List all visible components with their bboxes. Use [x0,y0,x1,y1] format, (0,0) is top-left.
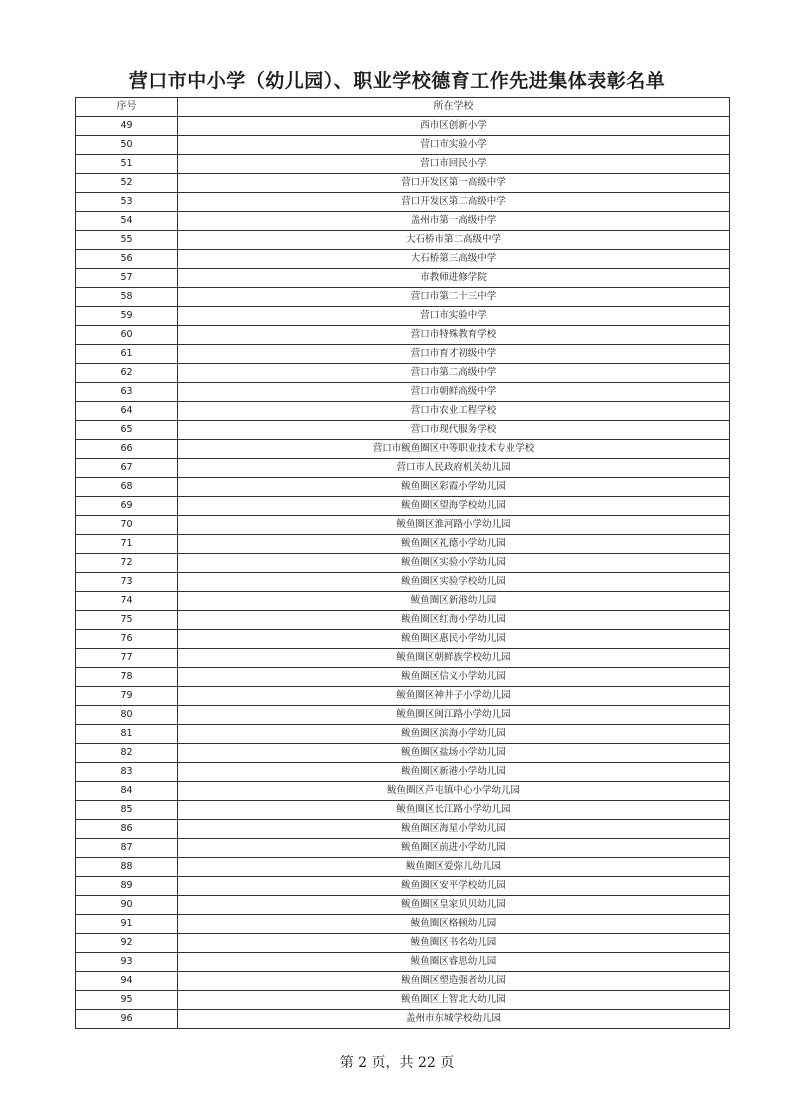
table-row [76,858,730,877]
school-name: 鲅鱼圈区实验学校幼儿园 [178,573,730,592]
table-row [76,497,730,516]
school-name: 盖州市第一高级中学 [178,212,730,231]
table-row [76,611,730,630]
school-name: 鲅鱼圈区爱弥儿幼儿园 [178,858,730,877]
table-row [76,117,730,136]
school-name: 鲅鱼圈区安平学校幼儿园 [178,877,730,896]
table-row [76,421,730,440]
school-name: 盖州市东城学校幼儿园 [178,1010,730,1029]
school-name: 鲅鱼圈区塑造强者幼儿园 [178,972,730,991]
school-name: 营口市鲅鱼圈区中等职业技术专业学校 [178,440,730,459]
row-number: 60 [76,326,178,345]
row-number: 58 [76,288,178,307]
table-row [76,345,730,364]
school-name: 鲅鱼圈区望海学校幼儿园 [178,497,730,516]
school-name: 鲅鱼圈区神井子小学幼儿园 [178,687,730,706]
row-number: 88 [76,858,178,877]
table-row [76,269,730,288]
row-number: 86 [76,820,178,839]
school-name: 鲅鱼圈区红海小学幼儿园 [178,611,730,630]
row-number: 89 [76,877,178,896]
school-name: 鲅鱼圈区盐场小学幼儿园 [178,744,730,763]
school-name: 鲅鱼圈区皇家贝贝幼儿园 [178,896,730,915]
table-row [76,991,730,1010]
column-header-number: 序号 [76,98,178,117]
page-title: 营口市中小学（幼儿园）、职业学校德育工作先进集体表彰名单 [128,70,666,92]
school-name: 营口市现代服务学校 [178,421,730,440]
row-number: 93 [76,953,178,972]
school-name: 鲅鱼圈区新港小学幼儿园 [178,763,730,782]
school-name: 鲅鱼圈区上智北大幼儿园 [178,991,730,1010]
school-name: 鲅鱼圈区彩霞小学幼儿园 [178,478,730,497]
school-name: 西市区创新小学 [178,117,730,136]
row-number: 72 [76,554,178,573]
row-number: 83 [76,763,178,782]
table-row [76,972,730,991]
table-header-row [76,98,730,117]
table-row [76,839,730,858]
row-number: 70 [76,516,178,535]
school-name: 鲅鱼圈区格顿幼儿园 [178,915,730,934]
page-footer: 第 2 页，共 22 页 [339,1055,455,1071]
row-number: 69 [76,497,178,516]
row-number: 94 [76,972,178,991]
row-number: 77 [76,649,178,668]
school-name: 市教师进修学院 [178,269,730,288]
row-number: 90 [76,896,178,915]
school-name: 大石桥第三高级中学 [178,250,730,269]
row-number: 62 [76,364,178,383]
school-name: 营口市实验小学 [178,136,730,155]
table-row [76,801,730,820]
row-number: 79 [76,687,178,706]
table-row [76,953,730,972]
table-row [76,592,730,611]
table-row [76,155,730,174]
row-number: 78 [76,668,178,687]
school-name: 大石桥市第二高级中学 [178,231,730,250]
school-name: 营口市第二高级中学 [178,364,730,383]
row-number: 87 [76,839,178,858]
table-body [76,117,730,1029]
row-number: 92 [76,934,178,953]
row-number: 59 [76,307,178,326]
row-number: 95 [76,991,178,1010]
school-name: 鲅鱼圈区芦屯镇中心小学幼儿园 [178,782,730,801]
row-number: 51 [76,155,178,174]
award-table [75,97,730,1029]
row-number: 74 [76,592,178,611]
table-row [76,231,730,250]
table-row [76,668,730,687]
table-row [76,1010,730,1029]
row-number: 76 [76,630,178,649]
table-row [76,744,730,763]
table-row [76,516,730,535]
table-row [76,763,730,782]
table-row [76,459,730,478]
table-row [76,934,730,953]
row-number: 49 [76,117,178,136]
school-name: 鲅鱼圈区礼德小学幼儿园 [178,535,730,554]
table-row [76,478,730,497]
row-number: 91 [76,915,178,934]
row-number: 65 [76,421,178,440]
school-name: 营口市育才初级中学 [178,345,730,364]
row-number: 85 [76,801,178,820]
table-row [76,820,730,839]
table-row [76,877,730,896]
table-row [76,250,730,269]
school-name: 鲅鱼圈区书名幼儿园 [178,934,730,953]
row-number: 63 [76,383,178,402]
column-header-school: 所在学校 [178,98,730,117]
school-name: 营口市回民小学 [178,155,730,174]
table-row [76,193,730,212]
school-name: 鲅鱼圈区闽江路小学幼儿园 [178,706,730,725]
table-row [76,136,730,155]
school-name: 营口市农业工程学校 [178,402,730,421]
table-row [76,326,730,345]
table-row [76,288,730,307]
row-number: 53 [76,193,178,212]
school-name: 营口开发区第二高级中学 [178,193,730,212]
school-name: 鲅鱼圈区睿思幼儿园 [178,953,730,972]
row-number: 67 [76,459,178,478]
table-row [76,649,730,668]
school-name: 鲅鱼圈区长江路小学幼儿园 [178,801,730,820]
school-name: 营口市第二十三中学 [178,288,730,307]
row-number: 54 [76,212,178,231]
row-number: 57 [76,269,178,288]
table-row [76,402,730,421]
row-number: 82 [76,744,178,763]
row-number: 50 [76,136,178,155]
row-number: 80 [76,706,178,725]
table-row [76,440,730,459]
row-number: 66 [76,440,178,459]
row-number: 71 [76,535,178,554]
table-row [76,554,730,573]
school-name: 鲅鱼圈区实验小学幼儿园 [178,554,730,573]
row-number: 64 [76,402,178,421]
table-row [76,364,730,383]
school-name: 鲅鱼圈区海星小学幼儿园 [178,820,730,839]
row-number: 68 [76,478,178,497]
table-row [76,687,730,706]
table-row [76,383,730,402]
school-name: 鲅鱼圈区新港幼儿园 [178,592,730,611]
table-row [76,307,730,326]
row-number: 81 [76,725,178,744]
school-name: 鲅鱼圈区淮河路小学幼儿园 [178,516,730,535]
school-name: 鲅鱼圈区信义小学幼儿园 [178,668,730,687]
row-number: 61 [76,345,178,364]
table-row [76,915,730,934]
school-name: 鲅鱼圈区惠民小学幼儿园 [178,630,730,649]
table-row [76,782,730,801]
table-row [76,725,730,744]
table-row [76,896,730,915]
row-number: 55 [76,231,178,250]
school-name: 营口市人民政府机关幼儿园 [178,459,730,478]
school-name: 鲅鱼圈区前进小学幼儿园 [178,839,730,858]
school-name: 营口市实验中学 [178,307,730,326]
row-number: 84 [76,782,178,801]
row-number: 75 [76,611,178,630]
row-number: 52 [76,174,178,193]
school-name: 营口开发区第一高级中学 [178,174,730,193]
school-name: 营口市朝鲜高级中学 [178,383,730,402]
school-name: 鲅鱼圈区朝鲜族学校幼儿园 [178,649,730,668]
table-row [76,174,730,193]
row-number: 96 [76,1010,178,1029]
school-name: 营口市特殊教育学校 [178,326,730,345]
table-row [76,573,730,592]
table-row [76,535,730,554]
table-row [76,212,730,231]
row-number: 56 [76,250,178,269]
table-row [76,630,730,649]
row-number: 73 [76,573,178,592]
school-name: 鲅鱼圈区滨海小学幼儿园 [178,725,730,744]
table-row [76,706,730,725]
